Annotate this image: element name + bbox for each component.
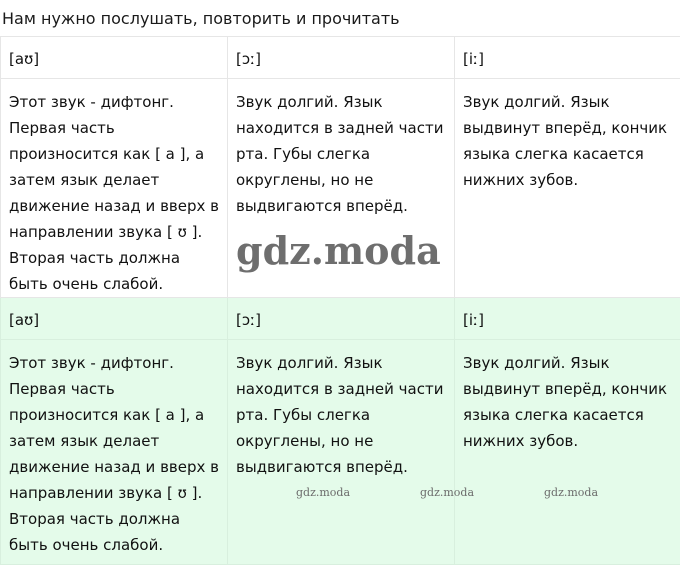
description-cell-au: Этот звук - дифтонг. Первая часть произносится как [ a ], а затем язык делает движение назад и вверх в направлении звука [ ʊ ]. Вторая часть должна быть очень слабой.: [1, 79, 228, 298]
description-cell-au-highlighted: Этот звук - дифтонг. Первая часть произносится как [ a ], а затем язык делает движение назад и вверх в направлении звука [ ʊ ]. Вторая часть должна быть очень слабой.: [1, 340, 228, 565]
watermark-small: gdz.moda: [420, 486, 475, 499]
header-cell-o-long: [ɔː]: [228, 37, 455, 79]
header-cell-au-highlighted: [aʊ]: [1, 298, 228, 340]
watermark-small: gdz.moda: [296, 486, 351, 499]
header-cell-au: [aʊ]: [1, 37, 228, 79]
description-cell-i-long: Звук долгий. Язык выдвинут вперёд, кончик языка слегка касается нижних зубов.: [455, 79, 680, 298]
table-header-row-highlighted: [1, 298, 680, 340]
description-cell-i-long-highlighted: Звук долгий. Язык выдвинут вперёд, кончик языка слегка касается нижних зубов.: [455, 340, 680, 565]
description-cell-o-long: Звук долгий. Язык находится в задней части рта. Губы слегка округлены, но не выдвигаются вперёд.: [228, 79, 455, 298]
table-header-row: [1, 37, 680, 79]
header-cell-i-long: [iː]: [455, 37, 680, 79]
watermark-large: gdz.moda: [236, 228, 441, 273]
header-cell-o-long-highlighted: [ɔː]: [228, 298, 455, 340]
description-cell-o-long-highlighted: Звук долгий. Язык находится в задней части рта. Губы слегка округлены, но не выдвигаются вперёд.: [228, 340, 455, 565]
header-cell-i-long-highlighted: [iː]: [455, 298, 680, 340]
page-heading: Нам нужно послушать, повторить и прочитать: [2, 9, 400, 28]
table-row-highlighted: [1, 340, 680, 565]
watermark-small: gdz.moda: [544, 486, 599, 499]
